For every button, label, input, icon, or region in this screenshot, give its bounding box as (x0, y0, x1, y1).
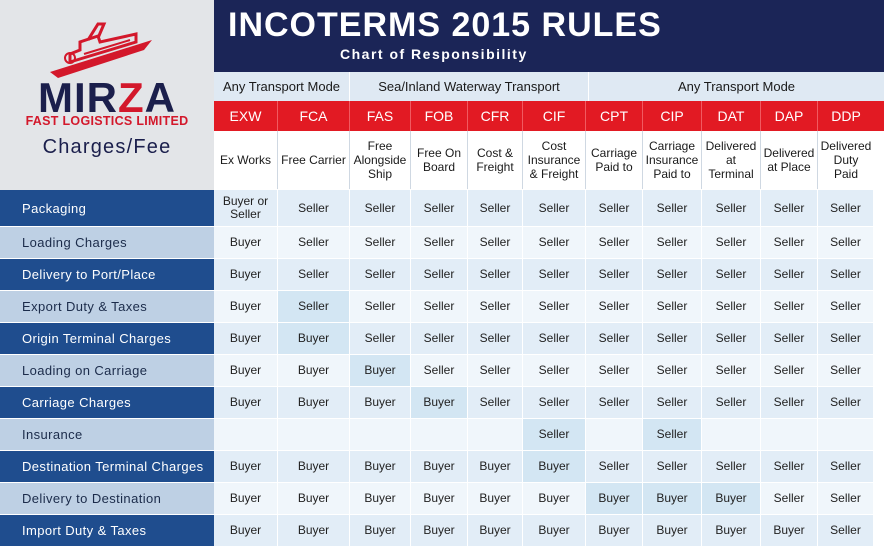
table-cell: Buyer (411, 451, 468, 482)
table-cell: Buyer (278, 387, 350, 418)
table-cell: Seller (350, 323, 411, 354)
term-name-cif: Cost Insurance & Freight (523, 131, 586, 189)
table-cell (586, 419, 643, 450)
table-row (214, 419, 884, 451)
table-cell: Seller (643, 190, 702, 226)
term-code-exw: EXW (214, 101, 278, 131)
table-row (214, 259, 884, 291)
table-cell (468, 419, 523, 450)
table-cell: Seller (523, 387, 586, 418)
group-header: Sea/Inland Waterway Transport (350, 72, 589, 101)
row-label: Packaging (0, 190, 214, 227)
table-cell: Seller (468, 190, 523, 226)
table-cell: Seller (411, 355, 468, 386)
term-code-fas: FAS (350, 101, 411, 131)
table-cell (214, 419, 278, 450)
table-cell: Seller (818, 451, 874, 482)
table-cell: Seller (278, 227, 350, 258)
table-cell: Seller (643, 451, 702, 482)
table-cell: Buyer (468, 515, 523, 546)
table-cell: Seller (761, 227, 818, 258)
table-cell: Seller (586, 451, 643, 482)
transport-groups-row (214, 72, 884, 101)
table-cell: Seller (643, 227, 702, 258)
term-name-cpt: Carriage Paid to (586, 131, 643, 189)
table-cell: Seller (523, 190, 586, 226)
row-label: Origin Terminal Charges (0, 323, 214, 355)
table-cell: Seller (702, 451, 761, 482)
table-cell: Buyer (350, 355, 411, 386)
table-cell: Seller (818, 515, 874, 546)
term-code-fob: FOB (411, 101, 468, 131)
term-code-cpt: CPT (586, 101, 643, 131)
term-code-ddp: DDP (831, 108, 861, 124)
table-cell: Buyer (411, 515, 468, 546)
table-cell: Seller (702, 355, 761, 386)
term-name-dat: Delivered at Terminal (702, 131, 761, 189)
table-cell: Buyer (643, 515, 702, 546)
table-cell: Seller (350, 190, 411, 226)
table-cell (818, 419, 874, 450)
table-cell (761, 419, 818, 450)
row-label: Loading Charges (0, 227, 214, 259)
table-cell: Buyer (523, 515, 586, 546)
table-cell: Seller (761, 483, 818, 514)
table-cell: Buyer (278, 483, 350, 514)
table-cell: Buyer (468, 451, 523, 482)
table-cell: Seller (643, 323, 702, 354)
table-cell: Seller (761, 323, 818, 354)
term-name-cfr: Cost & Freight (468, 131, 523, 189)
table-cell: Buyer (523, 483, 586, 514)
table-cell: Buyer (214, 515, 278, 546)
term-code-dap: DAP (761, 101, 818, 131)
row-label: Carriage Charges (0, 387, 214, 419)
table-cell: Seller (523, 291, 586, 322)
table-cell: Seller (586, 227, 643, 258)
table-cell: Seller (643, 419, 702, 450)
table-cell: Seller (411, 227, 468, 258)
table-cell: Seller (761, 387, 818, 418)
table-cell: Seller (523, 323, 586, 354)
table-cell: Buyer (214, 259, 278, 290)
table-cell: Buyer (350, 451, 411, 482)
table-cell: Buyer (586, 483, 643, 514)
page-title: INCOTERMS 2015 RULES (228, 6, 662, 44)
table-cell: Seller (468, 259, 523, 290)
table-cell: Buyer (643, 483, 702, 514)
table-cell: Buyer (214, 483, 278, 514)
row-label: Insurance (0, 419, 214, 451)
row-label: Loading on Carriage (0, 355, 214, 387)
table-cell: Buyer (278, 323, 350, 354)
table-row (214, 355, 884, 387)
table-cell: Buyer (702, 515, 761, 546)
table-cell: Seller (818, 483, 874, 514)
table-cell: Seller (702, 387, 761, 418)
table-cell: Seller (818, 323, 874, 354)
table-cell: Seller (350, 259, 411, 290)
table-cell: Buyer (350, 387, 411, 418)
group-header: Any Transport Mode (214, 72, 350, 101)
table-cell: Buyer (278, 355, 350, 386)
table-cell: Seller (761, 451, 818, 482)
row-label: Export Duty & Taxes (0, 291, 214, 323)
row-label: Import Duty & Taxes (0, 515, 214, 547)
table-cell: Seller (643, 259, 702, 290)
table-cell: Seller (523, 227, 586, 258)
brand-name-z: Z (118, 74, 145, 121)
table-cell: Seller (761, 355, 818, 386)
table-cell: Seller (702, 190, 761, 226)
table-cell: Seller (468, 291, 523, 322)
table-cell: Seller (523, 259, 586, 290)
table-cell: Buyer (278, 515, 350, 546)
table-cell (278, 419, 350, 450)
section-label: Charges/Fee (42, 136, 172, 158)
term-code-fca: FCA (278, 101, 350, 131)
table-cell: Buyer or Seller (214, 190, 278, 226)
table-cell: Seller (818, 291, 874, 322)
table-cell: Buyer (523, 451, 586, 482)
table-cell: Seller (818, 190, 874, 226)
table-cell: Buyer (214, 387, 278, 418)
table-cell: Seller (586, 355, 643, 386)
table-cell: Seller (702, 323, 761, 354)
table-cell (702, 419, 761, 450)
table-cell: Seller (702, 259, 761, 290)
table-cell: Buyer (214, 323, 278, 354)
table-cell: Seller (468, 387, 523, 418)
term-name-fob: Free On Board (411, 131, 468, 189)
table-cell: Seller (468, 227, 523, 258)
table-cell: Seller (523, 355, 586, 386)
table-cell: Buyer (350, 483, 411, 514)
table-row (214, 323, 884, 355)
term-code-dat: DAT (702, 101, 761, 131)
table-cell: Seller (278, 291, 350, 322)
table-cell: Buyer (761, 515, 818, 546)
table-cell: Seller (586, 387, 643, 418)
row-labels (0, 190, 214, 547)
table-row (214, 227, 884, 259)
row-label: Delivery to Destination (0, 483, 214, 515)
term-name-fas: Free Alongside Ship (350, 131, 411, 189)
table-cell: Seller (586, 323, 643, 354)
table-cell: Buyer (411, 387, 468, 418)
page-subtitle: Chart of Responsibility (340, 46, 528, 62)
table-row (214, 387, 884, 419)
ship-logo-icon (40, 20, 160, 80)
table-cell: Seller (761, 291, 818, 322)
row-label: Destination Terminal Charges (0, 451, 214, 483)
table-cell (411, 419, 468, 450)
table-cell: Buyer (214, 227, 278, 258)
term-name-ddp: Delivered Duty Paid (820, 139, 872, 181)
table-cell: Seller (586, 259, 643, 290)
table-cell: Seller (278, 190, 350, 226)
table-cell: Seller (643, 291, 702, 322)
table-cell: Seller (818, 227, 874, 258)
table-cell: Buyer (468, 483, 523, 514)
table-cell: Buyer (214, 451, 278, 482)
table-cell: Seller (411, 291, 468, 322)
term-names-row (214, 131, 884, 189)
table-cell: Buyer (214, 291, 278, 322)
responsibility-table (214, 190, 884, 547)
table-cell: Buyer (278, 451, 350, 482)
table-cell: Seller (468, 355, 523, 386)
table-cell: Buyer (214, 355, 278, 386)
term-name-exw: Ex Works (214, 131, 278, 189)
title-banner (214, 0, 884, 72)
table-cell: Buyer (702, 483, 761, 514)
term-name-cip: Carriage Insurance Paid to (643, 131, 702, 189)
table-cell: Seller (761, 259, 818, 290)
table-cell: Seller (818, 259, 874, 290)
table-cell: Seller (761, 190, 818, 226)
table-row (214, 451, 884, 483)
table-cell: Seller (586, 291, 643, 322)
term-code-cfr: CFR (468, 101, 523, 131)
table-cell: Seller (468, 323, 523, 354)
table-cell: Seller (818, 355, 874, 386)
table-cell (350, 419, 411, 450)
table-cell: Seller (350, 227, 411, 258)
term-name-dap: Delivered at Place (761, 131, 818, 189)
table-cell: Seller (350, 291, 411, 322)
table-cell: Buyer (586, 515, 643, 546)
header-grid (214, 72, 884, 189)
table-cell: Seller (411, 323, 468, 354)
brand-name-part: MIR (38, 74, 118, 121)
table-cell: Seller (278, 259, 350, 290)
brand-name-part-end: A (144, 74, 176, 121)
table-row (214, 483, 884, 515)
table-cell: Seller (818, 387, 874, 418)
table-row (214, 515, 884, 547)
term-codes-row (214, 101, 884, 131)
table-cell: Seller (702, 227, 761, 258)
table-cell: Buyer (411, 483, 468, 514)
table-cell: Seller (411, 190, 468, 226)
group-header: Any Transport Mode (677, 79, 796, 94)
table-cell: Seller (702, 291, 761, 322)
term-name-fca: Free Carrier (278, 131, 350, 189)
table-cell: Seller (643, 355, 702, 386)
table-cell: Seller (523, 419, 586, 450)
table-cell: Buyer (350, 515, 411, 546)
table-cell: Seller (586, 190, 643, 226)
logo-panel (0, 0, 214, 190)
term-code-cif: CIF (523, 101, 586, 131)
table-cell: Seller (411, 259, 468, 290)
term-code-cip: CIP (643, 101, 702, 131)
table-row (214, 291, 884, 323)
row-label: Delivery to Port/Place (0, 259, 214, 291)
brand-subtitle: FAST LOGISTICS LIMITED (25, 114, 189, 128)
table-cell: Seller (643, 387, 702, 418)
table-row (214, 190, 884, 227)
